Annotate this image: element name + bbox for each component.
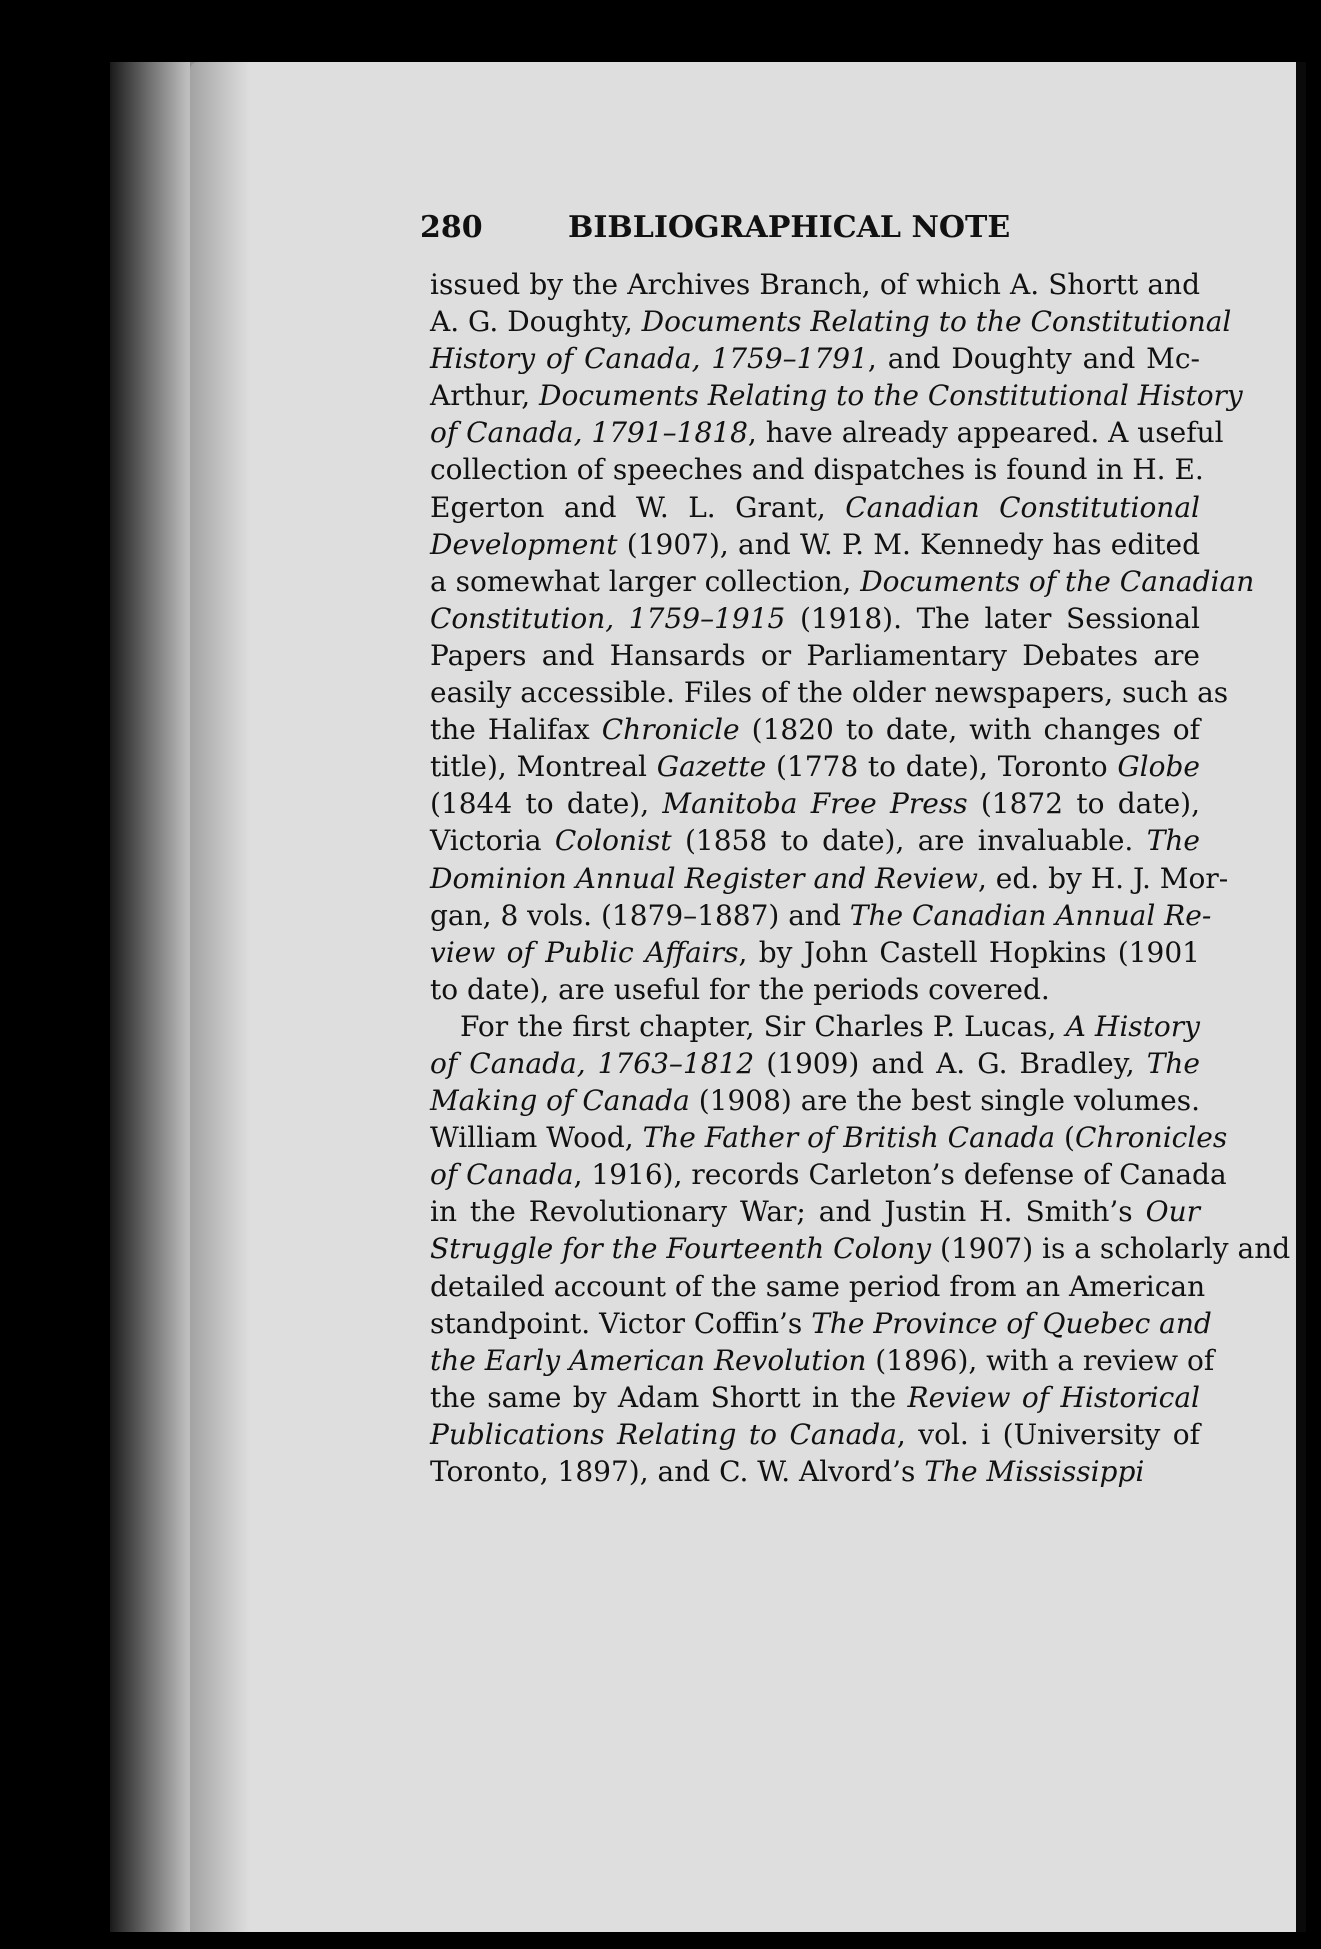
text-line	[430, 748, 1200, 785]
text-line	[430, 822, 1200, 859]
text-line	[430, 340, 1200, 377]
line-text: (1907), and W. P. M. Kennedy has edited	[617, 527, 1200, 561]
text-line	[430, 637, 1200, 674]
italic-title-text: Constitution, 1759–1915	[430, 601, 786, 635]
text-line	[430, 1045, 1200, 1082]
line-text: (1820 to date, with changes of	[739, 713, 1201, 747]
italic-title-text: The	[1146, 824, 1200, 858]
italic-title-text: Documents Relating to the Constitutional	[641, 305, 1232, 339]
line-text: (1778 to date), Toronto	[766, 750, 1118, 784]
text-line	[430, 1342, 1215, 1379]
text-line	[430, 266, 1200, 303]
italic-title-text: Development	[430, 527, 618, 561]
italic-title-text: of Canada	[430, 1158, 574, 1192]
text-line	[430, 526, 1200, 563]
italic-title-text: The Province of Quebec and	[811, 1306, 1212, 1340]
text-line	[430, 971, 1200, 1008]
line-text: Toronto, 1897), and C. W. Alvord’s	[430, 1455, 925, 1488]
line-text: (1909) and A. G. Bradley,	[754, 1046, 1147, 1080]
line-text: Egerton and W. L. Grant,	[430, 490, 846, 524]
line-text: a somewhat larger collection,	[430, 564, 861, 598]
italic-title-text: Our	[1145, 1195, 1200, 1229]
line-text: (1872 to date),	[967, 787, 1200, 821]
text-line	[430, 934, 1200, 971]
line-text: , ed. by H. J. Mor-	[977, 861, 1229, 895]
text-line	[430, 451, 1204, 488]
line-text: (	[1055, 1121, 1075, 1155]
line-text: , vol. i (University of	[896, 1417, 1200, 1451]
italic-title-text: Struggle for the Fourteenth Colony	[430, 1232, 932, 1266]
line-text: (1907) is a scholarly and	[931, 1232, 1291, 1266]
text-line	[430, 489, 1200, 526]
line-text: to date), are useful for the periods covered.	[430, 972, 1050, 1006]
italic-title-text: Colonist	[554, 824, 672, 858]
italic-title-text: Dominion Annual Register and Review	[430, 861, 978, 895]
line-text: (1896), with a review of	[866, 1343, 1215, 1377]
line-text: Victoria	[430, 824, 555, 858]
line-text: For the first chapter, Sir Charles P. Lucas,	[460, 1009, 1066, 1043]
text-line	[430, 785, 1200, 822]
italic-title-text: The	[1146, 1046, 1200, 1080]
running-head	[420, 210, 1020, 250]
line-text: easily accessible. Files of the older newspapers, such as	[430, 676, 1229, 710]
line-text: (1858 to date), are invaluable.	[671, 824, 1147, 858]
line-text: in the Revolutionary War; and Justin H. Smith’s	[430, 1195, 1146, 1229]
line-text: William Wood,	[430, 1121, 643, 1155]
text-line	[430, 897, 1212, 934]
text-line	[430, 303, 1232, 340]
text-line	[430, 414, 1224, 451]
line-text: , have already appeared. A useful	[747, 416, 1224, 450]
running-title: BIBLIOGRAPHICAL NOTE	[568, 210, 1011, 245]
line-text: (1844 to date),	[430, 787, 663, 821]
italic-title-text: Documents Relating to the Constitutional History	[539, 379, 1243, 413]
italic-title-text: Canadian Constitutional	[845, 490, 1200, 524]
text-line	[430, 1268, 1206, 1305]
text-line	[430, 1379, 1200, 1416]
italic-title-text: Making of Canada	[430, 1084, 690, 1118]
text-line	[430, 1008, 1200, 1045]
line-text: (1918). The later Sessional	[785, 601, 1200, 635]
line-text: Arthur,	[430, 379, 540, 413]
italic-title-text: Manitoba Free Press	[662, 787, 968, 821]
italic-title-text: The Canadian Annual Re-	[849, 898, 1212, 932]
text-line	[430, 377, 1243, 414]
italic-title-text: of Canada, 1791–1818	[430, 416, 748, 450]
italic-title-text: Review of Historical	[907, 1380, 1200, 1414]
italic-title-text: A History	[1065, 1009, 1200, 1043]
text-line	[430, 674, 1229, 711]
text-line	[430, 1453, 1200, 1490]
line-text: title), Montreal	[430, 750, 657, 784]
text-line	[430, 711, 1200, 748]
italic-title-text: view of Public Affairs	[430, 935, 739, 969]
italic-title-text: Publications Relating to Canada	[430, 1417, 897, 1451]
right-page-edge	[1296, 62, 1306, 1932]
italic-title-text: History of Canada, 1759–1791	[430, 342, 868, 376]
line-text: A. G. Doughty,	[430, 305, 642, 339]
text-line	[430, 860, 1229, 897]
italic-title-text: Chronicle	[601, 713, 740, 747]
line-text: (1908) are the best single volumes.	[689, 1084, 1200, 1118]
text-line	[430, 1193, 1200, 1230]
text-line	[430, 1230, 1291, 1267]
italic-title-text: Chronicles	[1074, 1121, 1228, 1155]
line-text: standpoint. Victor Coffin’s	[430, 1306, 812, 1340]
gutter-shadow	[190, 62, 250, 1932]
italic-title-text: The Mississippi	[924, 1455, 1145, 1488]
italic-title-text: of Canada, 1763–1812	[430, 1046, 755, 1080]
line-text: collection of speeches and dispatches is found in H. E.	[430, 453, 1204, 487]
text-line	[430, 563, 1255, 600]
text-line	[430, 1156, 1227, 1193]
line-text: the same by Adam Shortt in the	[430, 1380, 908, 1414]
line-text: detailed account of the same period from an American	[430, 1269, 1206, 1303]
line-text: gan, 8 vols. (1879–1887) and	[430, 898, 850, 932]
text-line	[430, 1082, 1200, 1119]
line-text: Papers and Hansards or Parliamentary Debates are	[430, 638, 1200, 672]
line-text: , 1916), records Carleton’s defense of Canada	[573, 1158, 1227, 1192]
italic-title-text: The Father of British Canada	[642, 1121, 1056, 1155]
text-line	[430, 1119, 1228, 1156]
italic-title-text: Documents of the Canadian	[860, 564, 1255, 598]
body-text	[430, 266, 1291, 1490]
page-number: 280	[420, 210, 483, 245]
italic-title-text: Gazette	[656, 750, 767, 784]
text-line	[430, 1416, 1200, 1453]
line-text: , by John Castell Hopkins (1901	[738, 935, 1200, 969]
italic-title-text: Globe	[1117, 750, 1200, 784]
line-text: issued by the Archives Branch, of which A. Shortt and	[430, 268, 1200, 301]
line-text: , and Doughty and Mc-	[867, 342, 1200, 376]
line-text: the Halifax	[430, 713, 602, 747]
text-line	[430, 600, 1200, 637]
text-line	[430, 1305, 1212, 1342]
italic-title-text: the Early American Revolution	[430, 1343, 867, 1377]
